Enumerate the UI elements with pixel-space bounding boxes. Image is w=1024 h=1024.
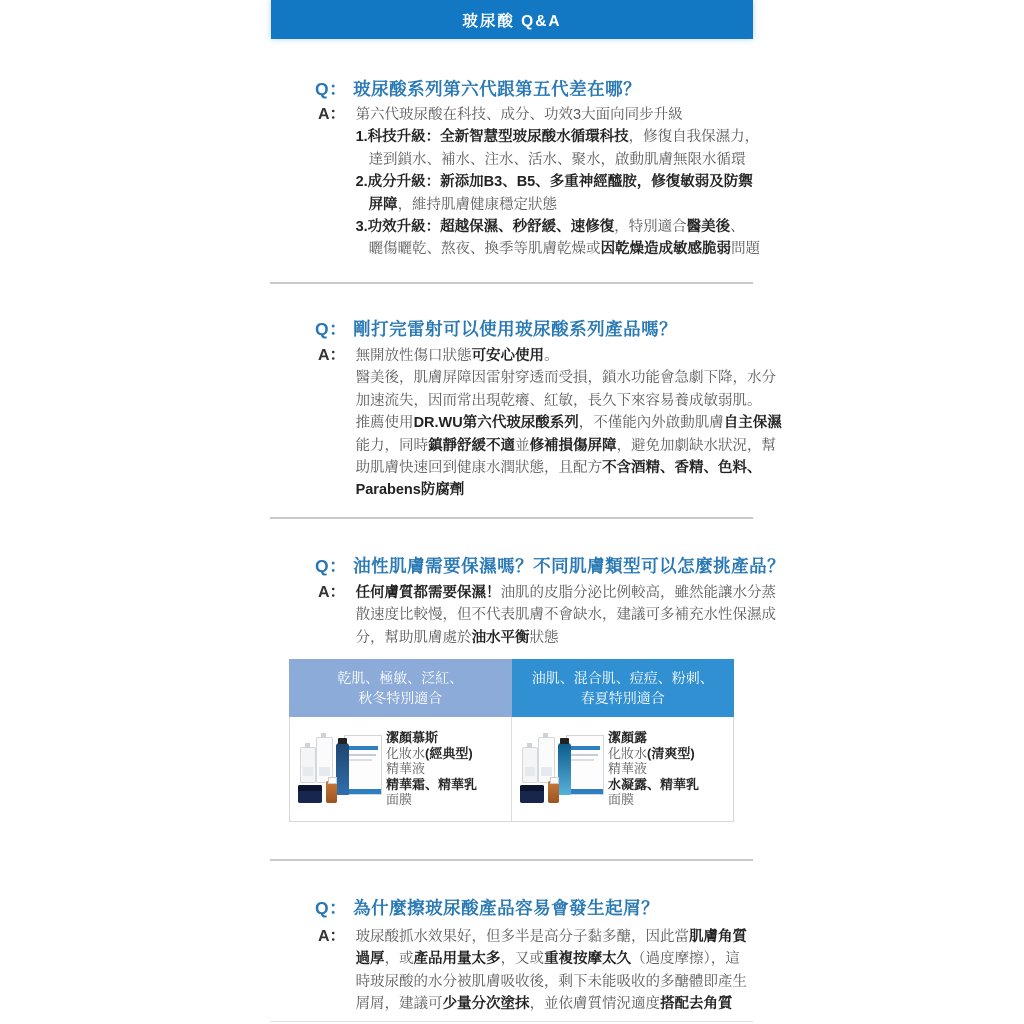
a1-line-4: 2.成分升級：新添加B3、B5、多重神經醯胺，修復敏弱及防禦 bbox=[355, 174, 753, 191]
oily-skin-header-line-2: 春夏特別適合 bbox=[580, 690, 665, 706]
a3-line-2: 散速度比較慢，但不代表肌膚不會缺水，建議可多補充水性保濕成 bbox=[355, 607, 777, 624]
answer-1 bbox=[318, 104, 761, 261]
oily-skin-header bbox=[512, 659, 735, 717]
cream-jar-icon bbox=[298, 785, 322, 803]
q1-label: Q： bbox=[315, 79, 348, 99]
q1-text: 玻尿酸系列第六代跟第五代差在哪？ bbox=[353, 79, 642, 99]
dry-skin-header-line-1: 乾肌、極敏、泛紅、 bbox=[337, 670, 464, 686]
a4-label: A： bbox=[318, 928, 346, 945]
a1-line-6: 3.功效升級：超越保濕、秒舒緩、速修復，特別適合醫美後、 bbox=[355, 219, 745, 236]
a2-line-3: 加速流失，因而常出現乾癢、紅敏，長久下來容易養成敏弱肌。 bbox=[355, 392, 762, 409]
essence-bottle-icon bbox=[336, 743, 349, 795]
q3-label: Q： bbox=[315, 556, 348, 576]
a1-line-5: 屏障，維持肌膚健康穩定狀態 bbox=[368, 196, 558, 213]
skin-type-table bbox=[289, 659, 734, 823]
answer-4 bbox=[318, 926, 761, 1016]
question-1 bbox=[315, 76, 641, 101]
a3-line-3: 分，幫助肌膚處於油水平衡狀態 bbox=[355, 629, 559, 646]
a1-line-3: 達到鎖水、補水、注水、活水、聚水，啟動肌膚無限水循環 bbox=[368, 151, 746, 168]
a2-line-6: 助肌膚快速回到健康水潤狀態，且配方不含酒精、香精、色料、 bbox=[355, 460, 762, 477]
gel-bottle-icon bbox=[558, 743, 571, 795]
question-3 bbox=[315, 553, 785, 578]
a1-lines bbox=[356, 104, 761, 261]
page-title-banner bbox=[271, 0, 753, 39]
a4-line-2: 過厚，或產品用量太多，又或重複按摩太久（過度摩擦），這 bbox=[355, 951, 740, 968]
cream-jar-icon bbox=[520, 785, 544, 803]
oily-skin-product-list bbox=[608, 730, 699, 808]
q4-label: Q： bbox=[315, 898, 348, 918]
a1-line-7: 曬傷曬乾、熬夜、換季等肌膚乾燥或因乾燥造成敏感脆弱問題 bbox=[368, 241, 761, 258]
q2-text: 剛打完雷射可以使用玻尿酸系列產品嗎？ bbox=[353, 319, 678, 339]
section-divider-1 bbox=[270, 282, 753, 284]
serum-bottle-icon bbox=[300, 747, 316, 783]
a3-line-1: 任何膚質都需要保濕！油肌的皮脂分泌比例較高，雖然能讓水分蒸 bbox=[355, 585, 777, 601]
dry-skin-product-list bbox=[386, 730, 477, 808]
dry-item-4: 精華霜、精華乳 bbox=[386, 776, 478, 792]
page-title: 玻尿酸 Q&A bbox=[462, 12, 562, 30]
a4-lines bbox=[356, 926, 761, 1016]
oily-item-4: 水凝露、精華乳 bbox=[608, 776, 700, 792]
skin-type-table-headers bbox=[289, 659, 734, 717]
ampoule-bottle-icon bbox=[326, 781, 337, 803]
a2-line-7: Parabens防腐劑 bbox=[355, 482, 465, 499]
q3-text: 油性肌膚需要保濕嗎？不同肌膚類型可以怎麼挑產品？ bbox=[353, 556, 786, 576]
answer-2 bbox=[318, 345, 782, 502]
ampoule-bottle-icon bbox=[548, 781, 559, 803]
a2-line-1: 無開放性傷口狀態可安心使用。 bbox=[355, 348, 559, 364]
a2-lines bbox=[355, 345, 782, 502]
dry-item-3: 精華液 bbox=[386, 761, 426, 777]
a3-label: A： bbox=[318, 584, 346, 601]
a4-line-3: 時玻尿酸的水分被肌膚吸收後，剩下未能吸收的多醣體即產生 bbox=[355, 973, 748, 990]
dry-item-5: 面膜 bbox=[386, 792, 413, 808]
section-divider-2 bbox=[270, 517, 753, 519]
section-divider-4 bbox=[270, 1021, 753, 1022]
section-divider-3 bbox=[270, 859, 753, 861]
a1-line-2: 1.科技升級：全新智慧型玻尿酸水循環科技，修復自我保濕力， bbox=[355, 129, 760, 146]
a1-label: A： bbox=[318, 106, 346, 123]
a2-line-5: 能力，同時鎮靜舒緩不適並修補損傷屏障，避免加劇缺水狀況，幫 bbox=[355, 437, 777, 454]
question-4 bbox=[315, 895, 659, 920]
dry-skin-cell bbox=[290, 717, 511, 821]
dry-skin-header bbox=[289, 659, 512, 717]
oily-item-1: 潔顏露 bbox=[608, 730, 648, 745]
dry-item-1: 潔顏慕斯 bbox=[386, 730, 439, 745]
a3-lines bbox=[355, 582, 777, 649]
skin-type-table-body bbox=[289, 717, 734, 822]
oily-item-3: 精華液 bbox=[608, 761, 648, 777]
dry-item-2: 化妝水(經典型) bbox=[386, 745, 473, 761]
a4-line-4: 屑屑，建議可少量分次塗抹，並依膚質情況適度搭配去角質 bbox=[355, 996, 733, 1013]
answer-3 bbox=[318, 582, 777, 649]
dry-skin-header-line-2: 秋冬特別適合 bbox=[358, 690, 443, 706]
mask-box-icon bbox=[344, 735, 382, 795]
a2-line-4: 推薦使用DR.WU第六代玻尿酸系列，不僅能內外啟動肌膚自主保濕 bbox=[355, 415, 782, 432]
mask-box-icon bbox=[566, 735, 604, 795]
oily-skin-header-line-1: 油肌、混合肌、痘痘、粉刺、 bbox=[531, 670, 714, 686]
a2-line-2: 醫美後，肌膚屏障因雷射穿透而受損，鎖水功能會急劇下降，水分 bbox=[355, 370, 777, 387]
a4-line-1: 玻尿酸抓水效果好，但多半是高分子黏多醣，因此當肌膚角質 bbox=[355, 929, 748, 945]
oily-skin-product-image bbox=[520, 729, 604, 809]
question-2 bbox=[315, 316, 677, 341]
dry-skin-product-image bbox=[298, 729, 382, 809]
oily-skin-cell bbox=[511, 717, 733, 821]
serum-bottle-icon bbox=[522, 747, 538, 783]
a2-label: A： bbox=[318, 347, 346, 364]
oily-item-5: 面膜 bbox=[608, 792, 635, 808]
a1-line-1: 第六代玻尿酸在科技、成分、功效3大面向同步升級 bbox=[355, 107, 683, 123]
oily-item-2: 化妝水(清爽型) bbox=[608, 745, 695, 761]
q4-text: 為什麼擦玻尿酸產品容易會發生起屑？ bbox=[353, 898, 660, 918]
q2-label: Q： bbox=[315, 319, 348, 339]
